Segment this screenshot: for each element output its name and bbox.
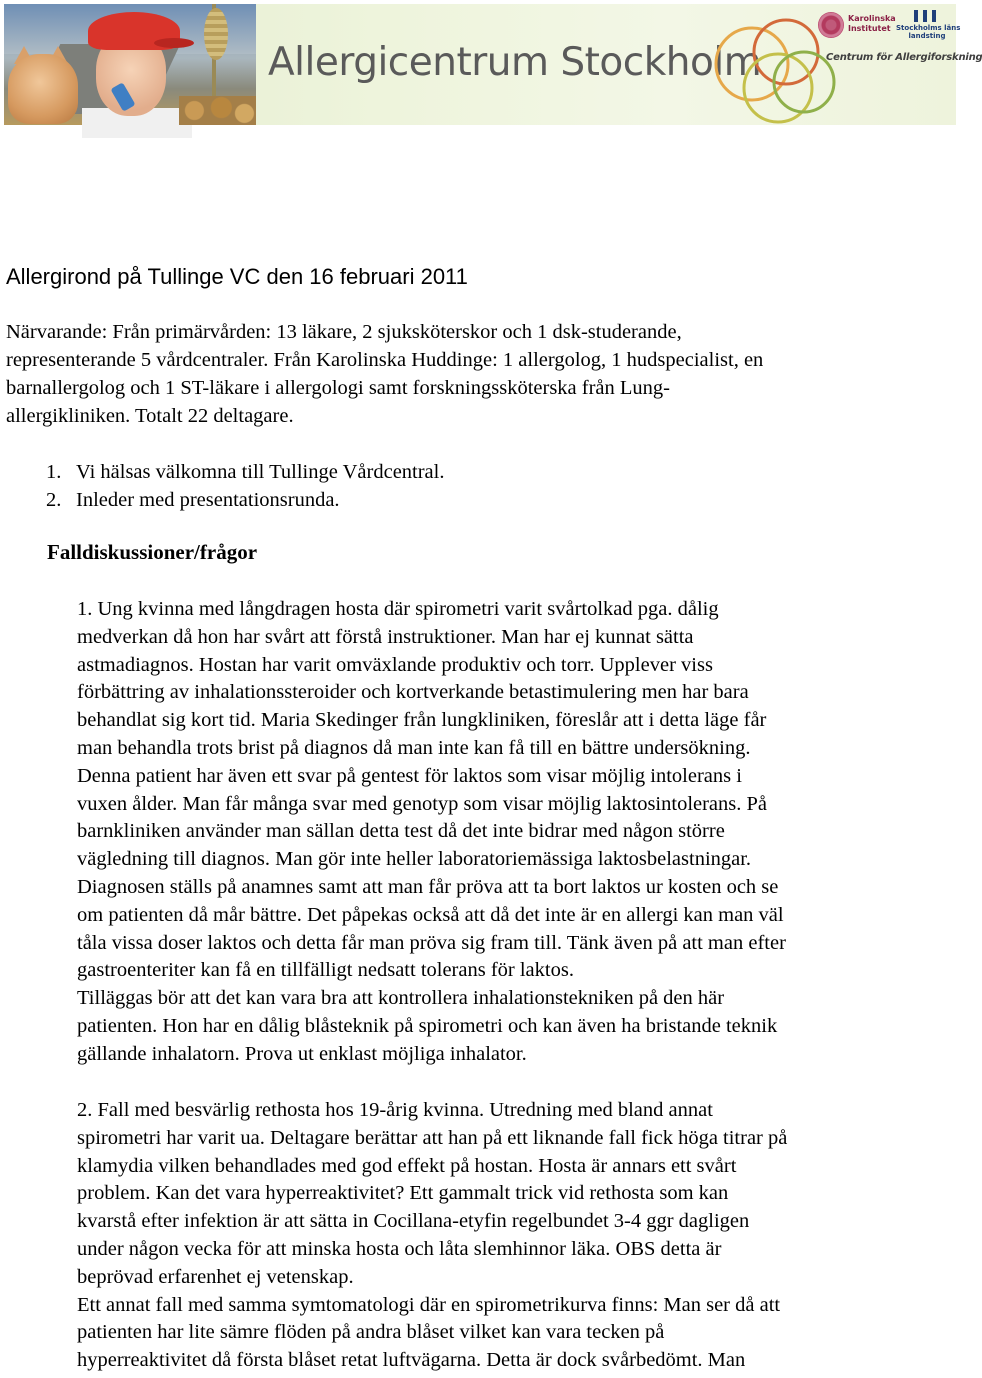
cat-image: [8, 54, 78, 124]
agenda-number: 1.: [46, 461, 62, 483]
intro-line: Närvarande: Från primärvården: 13 läkare, 2 sjuksköterskor och 1 dsk-studerande,: [6, 321, 682, 343]
agenda-text: Vi hälsas välkomna till Tullinge Vårdcentral.: [76, 461, 445, 483]
intro-line: representerande 5 vårdcentraler. Från Karolinska Huddinge: 1 allergolog, 1 hudspecialist, en: [6, 349, 764, 371]
nuts-image: [179, 96, 256, 125]
karolinska-name-2: Institutet: [848, 24, 891, 33]
pollen-plant-icon: [204, 8, 228, 60]
case-line: förbättring av inhalationssteroider och kortverkande betastimulering men har bara: [77, 681, 749, 704]
case-line: behandlat sig kort tid. Maria Skedinger från lungkliniken, föreslår att i detta läge får: [77, 709, 767, 732]
case-line: om patienten då mår bättre. Det påpekas också att då det inte är en allergi kan man väl: [77, 903, 784, 926]
case-line: man behandla trots brist på diagnos då man inte kan få till en bättre undersökning.: [77, 736, 751, 759]
case-line: barnkliniken använder man sällan detta test då det inte bidrar med någon större: [77, 820, 725, 843]
case-line: 2. Fall med besvärlig rethosta hos 19-årig kvinna. Utredning med bland annat: [77, 1099, 713, 1121]
karolinska-seal-icon: [818, 12, 844, 38]
case-1: [77, 596, 786, 1069]
case-line: Ett annat fall med samma symtomatologi där en spirometrikurva finns: Man ser då att: [77, 1293, 781, 1316]
case-line: gastroenteriter kan få en tillfälligt nedsatt tolerans för laktos.: [77, 959, 574, 982]
intro-line: barnallergolog och 1 ST-läkare i allergologi samt forskningssköterska från Lung-: [6, 377, 671, 399]
case-line: tåla vissa doser laktos och detta får man pröva sig fram till. Tänk även på att man efter: [77, 931, 786, 954]
case-line: vägledning till diagnos. Man gör inte heller laboratoriemässiga laktosbelastningar.: [77, 848, 752, 871]
case-line: Tilläggas bör att det kan vara bra att kontrollera inhalationstekniken på den här: [77, 987, 725, 1010]
agenda-list: [46, 458, 444, 514]
intro-line: allergikliniken. Totalt 22 deltagare.: [6, 405, 294, 427]
karolinska-name: Karolinska: [848, 14, 896, 23]
case-line: Diagnosen ställs på anamnes samt att man får pröva att ta bort laktos ur kosten och se: [77, 875, 779, 898]
red-cap-visor: [154, 38, 194, 48]
section-heading: Falldiskussioner/frågor: [47, 540, 258, 564]
page-title: Allergirond på Tullinge VC den 16 februari 2011: [6, 264, 468, 289]
banner-photo: [4, 4, 256, 125]
case-line: vuxen ålder. Man får många svar med genotyp som visar möjlig laktosintolerans. På: [77, 792, 768, 815]
case-line: problem. Kan det vara hyperreaktivitet? Ett gammalt trick vid rethosta som kan: [77, 1182, 729, 1205]
agenda-item: [46, 458, 444, 486]
case-line: Denna patient har även ett svar på gentest för laktos som visar möjlig intolerans i: [77, 764, 742, 787]
brand-title: Allergicentrum Stockholm: [268, 40, 762, 85]
case-line: klamydia vilken behandlades med god effekt på hostan. Hosta är annars ett svårt: [77, 1154, 737, 1177]
case-line: patienten har lite sämre flöden på andra blåset vilket kan vara tecken på: [77, 1321, 665, 1344]
case-line: gällande inhalatorn. Prova ut enklast möjliga inhalator.: [77, 1042, 527, 1065]
case-line: beprövad erfarenhet ej vetenskap.: [77, 1265, 354, 1288]
agenda-number: 2.: [46, 489, 62, 511]
case-line: spirometri har varit ua. Deltagare berättar att han på ett liknande fall fick höga titrar på: [77, 1126, 788, 1149]
case-line: medverkan då hon har svårt att förstå instruktioner. Man har ej kunnat sätta: [77, 625, 694, 648]
sll-logo: [896, 10, 961, 40]
crown-icon: [914, 10, 936, 22]
agenda-text: Inleder med presentationsrunda.: [76, 489, 340, 511]
intro-paragraph: [6, 318, 946, 430]
case-line: astmadiagnos. Hostan har varit omväxlande produktiv och torr. Upplever viss: [77, 653, 713, 676]
sll-name: Stockholms läns: [896, 24, 961, 32]
case-2: [77, 1097, 787, 1375]
case-line: under någon vecka för att minska hosta och låta slemhinnor läka. OBS detta är: [77, 1237, 722, 1260]
header-banner: [4, 4, 982, 125]
case-line: kvarstå efter infektion är att sätta in Cocillana-etyfin regelbundet 3-4 ggr dagligen: [77, 1210, 750, 1233]
agenda-item: [46, 486, 444, 514]
sll-name-2: landsting: [908, 32, 946, 40]
karolinska-logo: [818, 12, 896, 40]
case-line: hyperreaktivitet då första blåset retat luftvägarna. Detta är dock svårbedömt. Man: [77, 1349, 746, 1372]
case-line: 1. Ung kvinna med långdragen hosta där spirometri varit svårtolkad pga. dålig: [77, 598, 719, 620]
case-line: patienten. Hon har en dålig blåsteknik på spirometri och kan även ha bristande teknik: [77, 1014, 778, 1037]
centrum-text: Centrum för Allergiforskning: [826, 52, 982, 63]
